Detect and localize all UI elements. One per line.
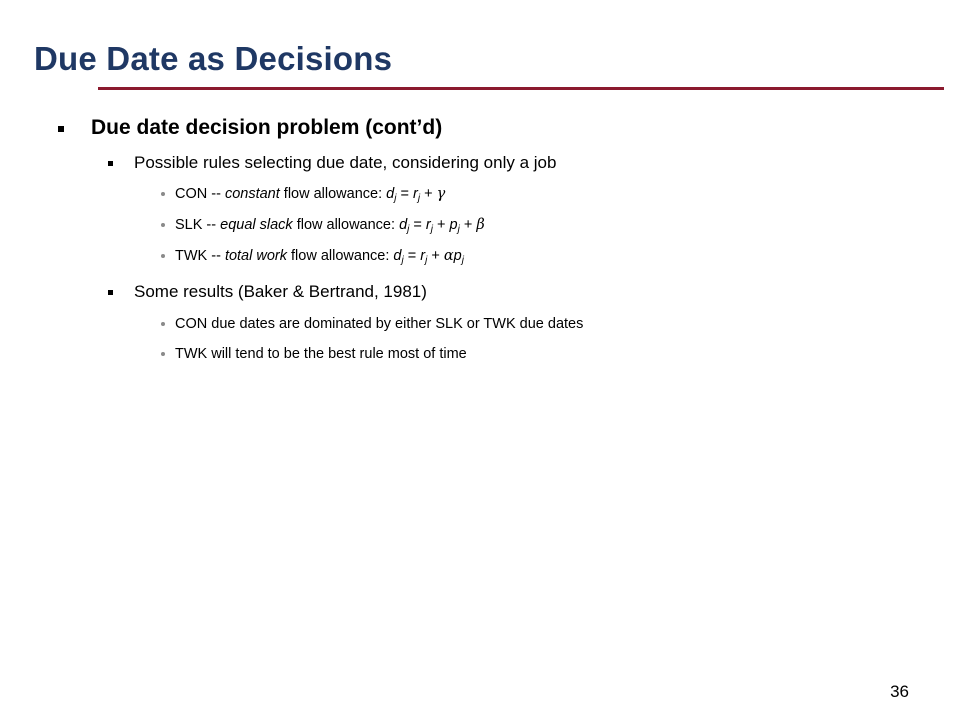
square-bullet-icon xyxy=(108,290,113,295)
result-text: CON due dates are dominated by either SLK or TWK due dates xyxy=(175,316,584,332)
dot-bullet-icon xyxy=(161,352,165,356)
rule-text: TWK -- total work flow allowance: $d_j = r_j + \alpha p_j$ xyxy=(175,248,464,266)
rule-text: SLK -- equal slack flow allowance: $d_j = r_j + p_j + \beta$ xyxy=(175,217,485,235)
section-label: Possible rules selecting due date, considering only a job xyxy=(134,153,557,172)
square-bullet-icon xyxy=(58,126,64,132)
slide-title: Due Date as Decisions xyxy=(34,40,393,77)
gamma-symbol: γ xyxy=(436,186,446,202)
beta-symbol: β xyxy=(476,217,485,233)
result-text: TWK will tend to be the best rule most of time xyxy=(175,346,467,362)
alpha-symbol: α xyxy=(443,248,454,264)
dot-bullet-icon xyxy=(161,322,165,326)
main-heading: Due date decision problem (cont’d) xyxy=(91,116,443,139)
dot-bullet-icon xyxy=(161,254,165,258)
rule-text: CON -- constant flow allowance: $d_j = r_j + \gamma$ xyxy=(175,186,446,204)
section-label: Some results (Baker & Bertrand, 1981) xyxy=(134,282,427,301)
page-number: 36 xyxy=(890,682,909,701)
title-underline xyxy=(98,87,944,90)
dot-bullet-icon xyxy=(161,223,165,227)
dot-bullet-icon xyxy=(161,192,165,196)
square-bullet-icon xyxy=(108,161,113,166)
